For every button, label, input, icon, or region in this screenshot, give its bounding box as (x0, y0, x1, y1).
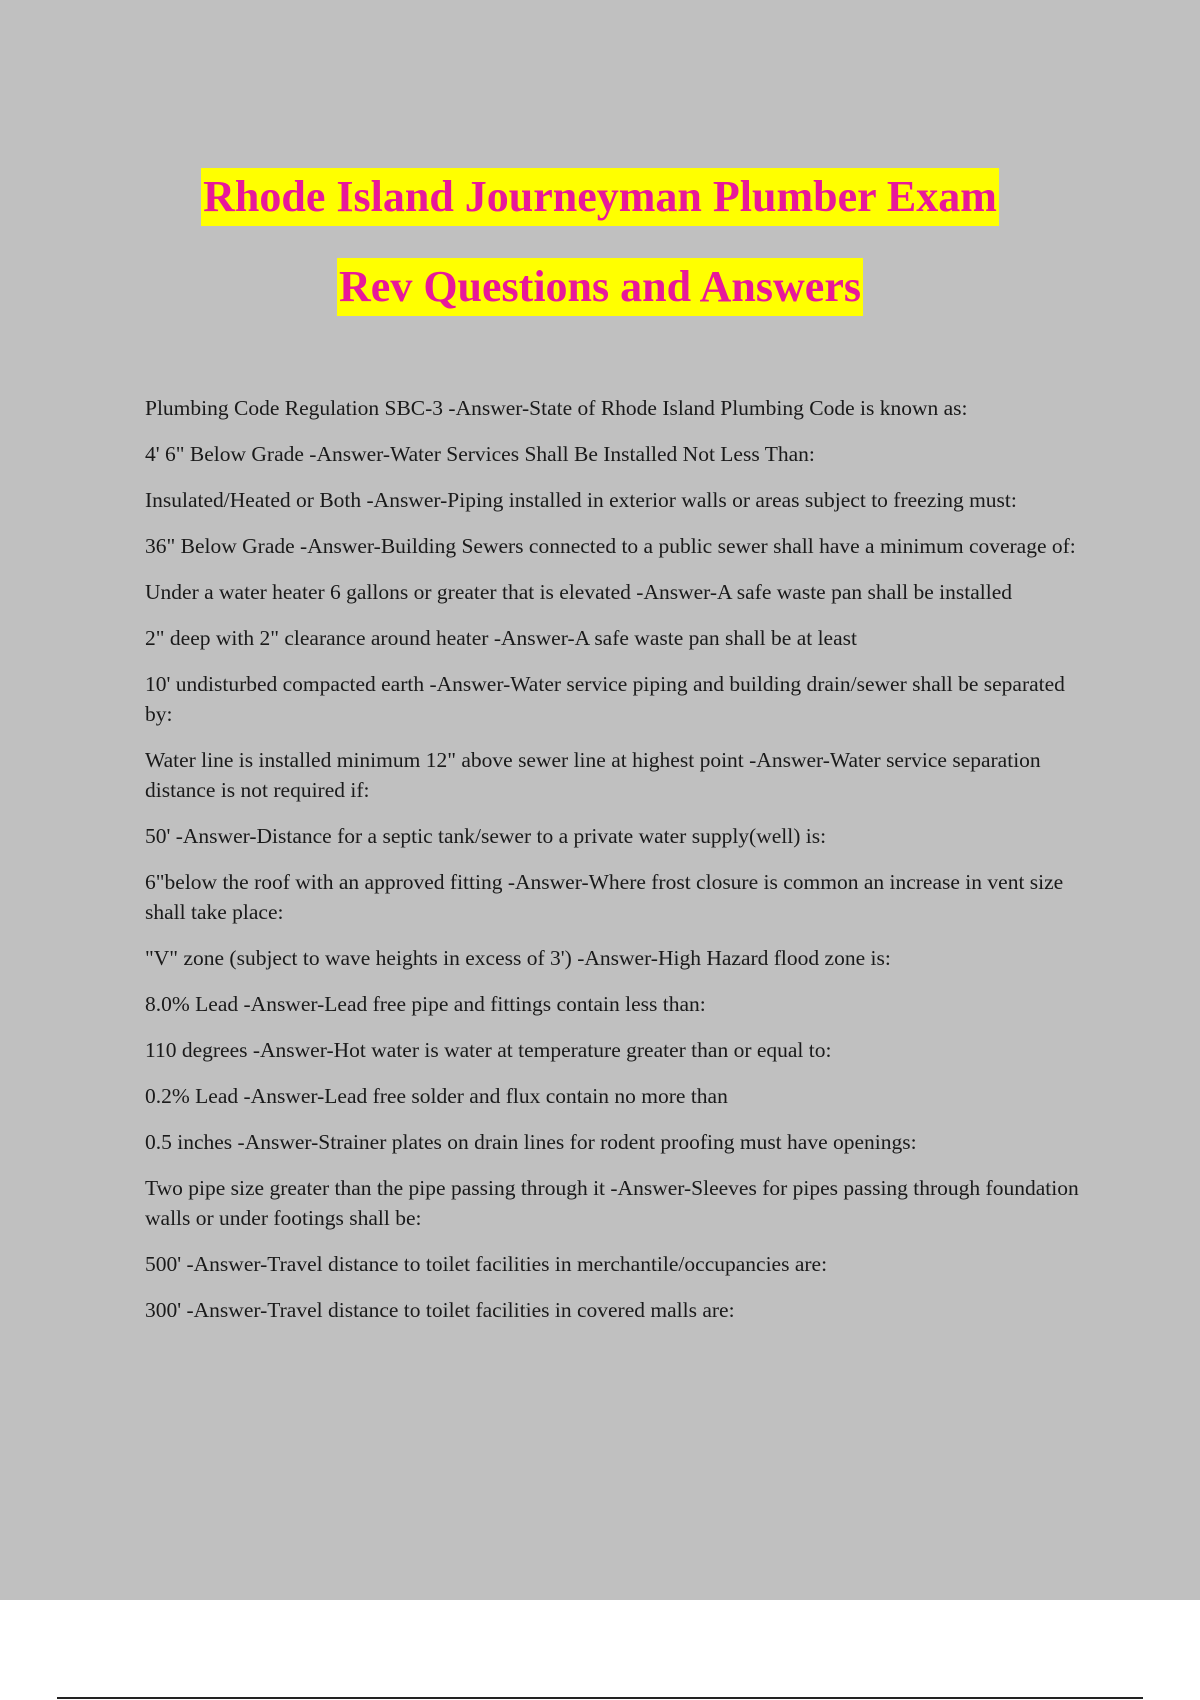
qa-item: Two pipe size greater than the pipe passing through it -Answer-Sleeves for pipes passing through foundation walls or under footings shall be: (145, 1176, 1079, 1230)
document-title (0, 168, 1200, 316)
qa-item: 10' undisturbed compacted earth -Answer-Water service piping and building drain/sewer shall be separated by: (145, 672, 1065, 726)
qa-item: Under a water heater 6 gallons or greater that is elevated -Answer-A safe waste pan shall be installed (145, 580, 1012, 604)
qa-item: 0.2% Lead -Answer-Lead free solder and flux contain no more than (145, 1084, 728, 1108)
qa-item: Water line is installed minimum 12" above sewer line at highest point -Answer-Water service separation distance is not required if: (145, 748, 1041, 802)
qa-item: 500' -Answer-Travel distance to toilet facilities in merchantile/occupancies are: (145, 1252, 828, 1276)
page-divider (57, 1697, 1143, 1699)
qa-item: 6"below the roof with an approved fitting -Answer-Where frost closure is common an increase in vent size shall take place: (145, 870, 1064, 924)
qa-item: 2" deep with 2" clearance around heater -Answer-A safe waste pan shall be at least (145, 626, 857, 650)
qa-item: 36" Below Grade -Answer-Building Sewers connected to a public sewer shall have a minimum coverage of: (145, 534, 1076, 558)
qa-item: 110 degrees -Answer-Hot water is water at temperature greater than or equal to: (145, 1038, 832, 1062)
qa-list (145, 393, 1090, 1341)
title-line-2: Rev Questions and Answers (337, 258, 863, 316)
qa-item: Plumbing Code Regulation SBC-3 -Answer-State of Rhode Island Plumbing Code is known as: (145, 396, 968, 420)
qa-item: 0.5 inches -Answer-Strainer plates on drain lines for rodent proofing must have openings: (145, 1130, 917, 1154)
qa-item: "V" zone (subject to wave heights in excess of 3') -Answer-High Hazard flood zone is: (145, 946, 891, 970)
qa-item: 8.0% Lead -Answer-Lead free pipe and fittings contain less than: (145, 992, 706, 1016)
qa-item: Insulated/Heated or Both -Answer-Piping installed in exterior walls or areas subject to freezing must: (145, 488, 1017, 512)
qa-item: 50' -Answer-Distance for a septic tank/sewer to a private water supply(well) is: (145, 824, 827, 848)
qa-item: 300' -Answer-Travel distance to toilet facilities in covered malls are: (145, 1298, 735, 1322)
title-line-1: Rhode Island Journeyman Plumber Exam (201, 168, 999, 226)
qa-item: 4' 6" Below Grade -Answer-Water Services Shall Be Installed Not Less Than: (145, 442, 815, 466)
